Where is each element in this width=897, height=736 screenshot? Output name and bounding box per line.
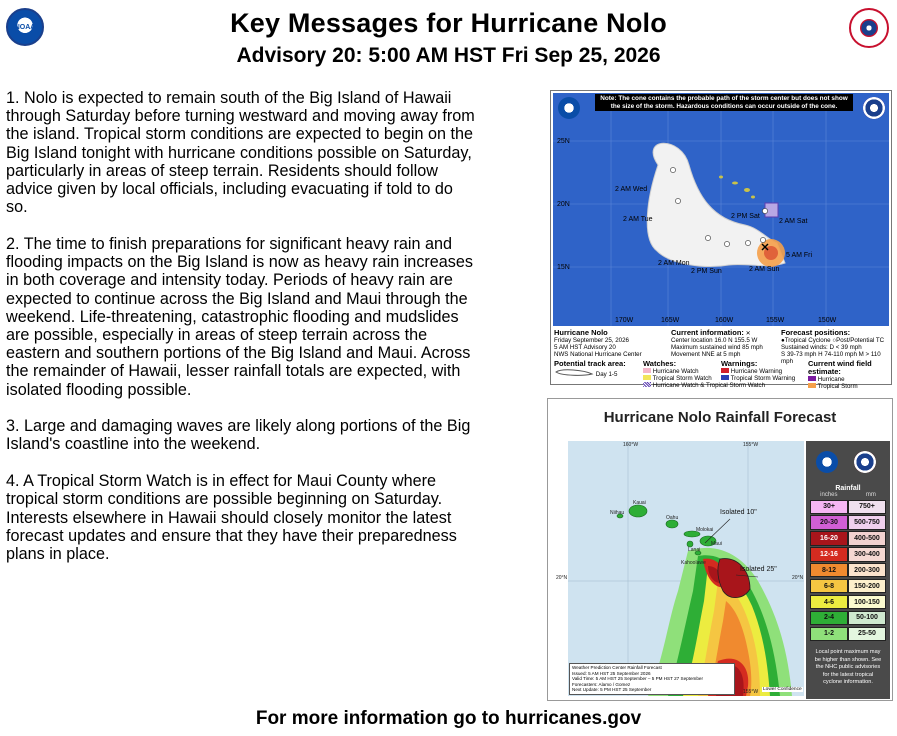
track-days: Day 1-5: [595, 371, 618, 378]
noaa-logo-rain: [816, 451, 838, 473]
legend-row: [810, 627, 886, 641]
rain-lat-20n-left: 20°N: [556, 575, 568, 581]
hurricane-warning-swatch: [721, 368, 729, 373]
nws-logo-rain: [854, 451, 876, 473]
rainfall-title: Hurricane Nolo Rainfall Forecast: [603, 409, 837, 426]
ts-watch-label: Tropical Storm Watch: [652, 375, 712, 382]
ts-field-label: Tropical Storm: [817, 383, 858, 390]
lon-150w: 150W: [818, 317, 837, 324]
legend-mm: 300-400: [848, 547, 886, 561]
forecast-heading: Forecast positions:: [781, 328, 851, 337]
island-lanai: Lanai: [688, 547, 701, 553]
legend-row: [810, 611, 886, 625]
island-molokai: Molokai: [696, 527, 714, 533]
legend-inches: 4-6: [810, 595, 848, 609]
storm-name: Hurricane Nolo: [554, 328, 608, 337]
lower-confidence-label: Lower Confidence: [763, 687, 802, 692]
legend-row: [810, 595, 886, 609]
legend-mm: 25-50: [848, 627, 886, 641]
island-niihau: Niihau: [610, 510, 625, 516]
legend-mm: 50-100: [848, 611, 886, 625]
legend-inches: 8-12: [810, 563, 848, 577]
legend-heading: Rainfall: [835, 485, 861, 492]
pt-label-5am-fri: 5 AM Fri: [786, 252, 813, 259]
legend-inches: 16-20: [810, 531, 848, 545]
ts-warning-swatch: [721, 375, 729, 380]
storm-date: Friday September 25, 2026: [554, 337, 629, 344]
current-heading: Current information:: [671, 328, 744, 337]
legend-rows: [806, 500, 890, 642]
cone-info: [553, 327, 889, 390]
key-messages: [6, 89, 476, 582]
track-icon: [554, 368, 594, 376]
cone-note: Note: The cone contains the probable path of the storm center but does not show the size of the storm. Hazardous conditions can occur outside of the cone.: [595, 94, 853, 111]
lat-20n: 20N: [557, 201, 570, 208]
key-message-3: 3. Large and damaging waves are likely along portions of the Big Island's coastline into the weekend.: [6, 417, 471, 454]
both-watch-label: Hurricane Watch & Tropical Storm Watch: [652, 382, 766, 389]
island-oahu: Oahu: [666, 515, 679, 521]
sustained-label: Sustained winds:: [781, 344, 828, 351]
wpc-line-3: Valid Time: 5 AM HST 25 September – 5 PM HST 27 September: [572, 676, 703, 682]
wind-field-heading: Current wind field estimate:: [808, 359, 872, 376]
legend-inches: 20-30: [810, 515, 848, 529]
noaa-logo-text: NOAA: [14, 24, 36, 31]
current-movement: Movement NNE at 5 mph: [671, 351, 741, 358]
key-message-4: 4. A Tropical Storm Watch is in effect for Maui County where tropical storm conditions are possible beginning on Saturday. Interests elsewhere in Hawaii should closely monitor the latest forecast updates and ensure that they have their preparedness plans in place.: [6, 472, 457, 563]
rain-lat-20n-right: 20°N: [792, 575, 804, 581]
wpc-line-5: Next Update: 5 PM HST 25 September: [572, 687, 652, 693]
storm-info: [554, 329, 642, 358]
legend-mm: 150-200: [848, 579, 886, 593]
legend-row: [810, 515, 886, 529]
wind-field-legend: [808, 360, 889, 390]
legend-row: [810, 547, 886, 561]
legend-mm: 750+: [848, 500, 886, 514]
legend-note: Local point maximum may be higher than shown. See the NHC public advisories for the latest tropical cyclone information.: [814, 649, 882, 686]
forecast-cone-graphic: [550, 90, 892, 390]
legend-row: [810, 563, 886, 577]
ts-watch-swatch: [643, 375, 651, 380]
legend-inches: 30+: [810, 500, 848, 514]
current-location: Center location 16.0 N 155.5 W: [671, 337, 758, 344]
rainfall-forecast-graphic: [547, 398, 893, 701]
storm-advisory: 5 AM HST Advisory 20: [554, 344, 616, 351]
track-legend: [554, 360, 626, 378]
advisory-subtitle: Advisory 20: 5:00 AM HST Fri Sep 25, 2026: [236, 44, 661, 67]
hurricane-watch-swatch: [643, 368, 651, 373]
wpc-line-1: Weather Prediction Center Rainfall Forecast: [572, 665, 662, 670]
footer-link-text: For more information go to hurricanes.gov: [255, 708, 642, 729]
annotation-isolated-10: Isolated 10": [720, 509, 757, 516]
legend-inches: 12-16: [810, 547, 848, 561]
lat-25n: 25N: [557, 138, 570, 145]
ts-warning-label: Tropical Storm Warning: [730, 375, 796, 382]
lon-165w: 165W: [661, 317, 680, 324]
current-info: [671, 329, 763, 358]
pt-label-2am-wed: 2 AM Wed: [615, 186, 648, 193]
legend-row: [810, 579, 886, 593]
annotation-isolated-25: Isolated 25": [740, 566, 777, 573]
island-kauai: Kauai: [633, 500, 646, 506]
legend-row: [810, 531, 886, 545]
cone-map: [553, 93, 889, 326]
hurricane-field-label: Hurricane: [817, 376, 845, 383]
nws-logo-small: [863, 97, 885, 119]
legend-mm: 400-500: [848, 531, 886, 545]
hurricane-warning-label: Hurricane Warning: [730, 368, 783, 375]
current-x-icon: ✕: [745, 330, 751, 337]
hurricane-watch-label: Hurricane Watch: [652, 368, 699, 375]
rainfall-map: [556, 441, 804, 696]
hurricane-field-swatch: [808, 376, 816, 381]
page-title: Key Messages for Hurricane Nolo: [230, 8, 667, 38]
current-winds: Maximum sustained wind 85 mph: [671, 344, 763, 351]
key-message-1: 1. Nolo is expected to remain south of the Big Island of Hawaii through Saturday before turning westward and moving away from the island. Tropical storm conditions are expected to begin on the Big Island tonight with hurricane conditions possible on Saturday, particularly in areas of steep terrain. Residents should follow advice given by local officials, including evacuating if told to do so.: [6, 89, 475, 217]
rainfall-legend: [806, 441, 890, 699]
pt-label-2am-sat: 2 AM Sat: [779, 218, 808, 225]
legend-inches: 6-8: [810, 579, 848, 593]
legend-mm: 100-150: [848, 595, 886, 609]
sustained-scale: S 39-73 mph H 74-110 mph M > 110 mph: [781, 351, 881, 365]
pt-label-2pm-sat: 2 PM Sat: [731, 213, 760, 220]
legend-row: [810, 500, 886, 514]
noaa-logo-small: [558, 97, 580, 119]
wpc-info-box: [569, 663, 735, 695]
wpc-line-4: Forecasters: Alamo / Gomez: [572, 681, 631, 687]
watches-heading: Watches:: [643, 359, 677, 368]
warnings-legend: [721, 360, 795, 382]
sustained-d: D < 39 mph: [829, 344, 862, 351]
legend-unit-mm: mm: [865, 492, 876, 498]
tc-label: Tropical Cyclone: [784, 337, 831, 344]
both-watch-swatch: [643, 382, 651, 387]
cone-map-svg: [553, 93, 889, 326]
warnings-heading: Warnings:: [721, 359, 758, 368]
legend-unit-inches: inches: [820, 492, 838, 498]
legend-inches: 2-4: [810, 611, 848, 625]
wpc-line-2: Issued: 5 AM HST 25 September 2026: [572, 670, 651, 676]
rainfall-map-svg: [556, 441, 804, 696]
key-message-2: 2. The time to finish preparations for significant heavy rain and flooding impacts on the Big Island is now as heavy rain increases in both coverage and intensity today. Periods of heavy rain are expected to continue across the Big Island and Maui through the weekend. Life-threatening, catastrophic flooding and mudslides are possible, especially in areas of steep terrain across the eastern and southern portions of the Big Island and Maui. Across the remainder of Hawaii, lesser rainfall totals are expected, with isolated flooding possible.: [6, 234, 473, 399]
island-maui: Maui: [711, 541, 722, 547]
post-tc-label: Post/Potential TC: [836, 337, 885, 344]
pt-label-2pm-sun: 2 PM Sun: [691, 268, 722, 275]
legend-inches: 1-2: [810, 627, 848, 641]
rain-lon-160w: 160°W: [623, 442, 639, 448]
island-kahoolawe: Kahoolawe: [681, 560, 706, 566]
legend-mm: 500-750: [848, 515, 886, 529]
rain-lon-155w: 155°W: [743, 442, 759, 448]
pt-label-2am-tue: 2 AM Tue: [623, 216, 653, 223]
legend-mm: 200-300: [848, 563, 886, 577]
lon-160w: 160W: [715, 317, 734, 324]
lat-15n: 15N: [557, 264, 570, 271]
lon-155w: 155W: [766, 317, 785, 324]
pt-label-2am-sun: 2 AM Sun: [749, 266, 780, 273]
lon-170w: 170W: [615, 317, 634, 324]
storm-office: NWS National Hurricane Center: [554, 351, 642, 358]
track-heading: Potential track area:: [554, 359, 626, 368]
legend-units: [806, 492, 890, 498]
post-tc-icon: ○: [832, 337, 837, 344]
rain-lon-155w-bottom: 155°W: [743, 689, 759, 695]
ts-field-swatch: [808, 383, 816, 388]
tc-icon: ●: [781, 337, 785, 344]
pt-label-2am-mon: 2 AM Mon: [658, 260, 690, 267]
